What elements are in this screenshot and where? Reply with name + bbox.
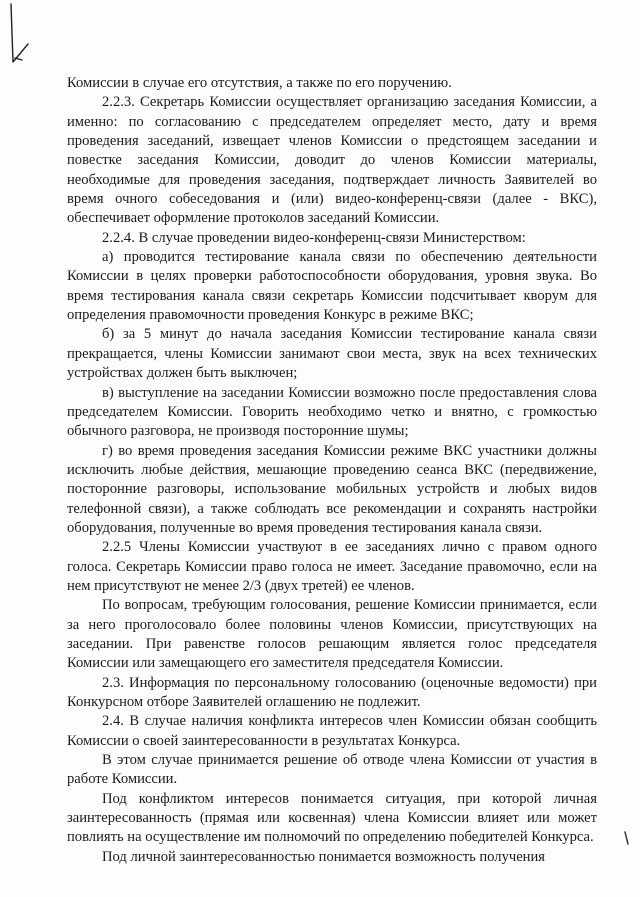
paragraph-2-2-4-v: в) выступление на заседании Комиссии возможно после предоставления слова председателем Комиссии. Говорить необходимо четко и внятно, с громкостью обычного разговора, не производя посторонние шумы; — [67, 384, 597, 440]
document-body — [67, 74, 597, 867]
paragraph-voting: По вопросам, требующим голосования, решение Комиссии принимается, если за него проголосовало более половины членов Комиссии, присутствующих на заседании. При равенстве голосов решающим является голос председателя Комиссии или замещающего его заместителя председателя Комиссии. — [67, 597, 597, 672]
paragraph-2-2-4-b: б) за 5 минут до начала заседания Комиссии тестирование канала связи прекращается, члены Комиссии занимают свои места, звук на всех технических устройствах должен быть выключен; — [67, 326, 597, 382]
paragraph-2-2-3: 2.2.3. Секретарь Комиссии осуществляет организацию заседания Комиссии, а именно: по согласованию с председателем определяет место, дату и время проведения заседаний, извещает членов Комиссии о предстоящем заседании и повестке заседания Комиссии, доводит до членов Комиссии материалы, необходимые для проведения заседания, подтверждает личность Заявителей во время очного собеседования и (или) видео-конференц-связи (далее - ВКС), обеспечивает оформление протоколов заседаний Комиссии. — [67, 94, 597, 227]
edge-mark-icon — [622, 830, 632, 850]
paragraph-continuation: Комиссии в случае его отсутствия, а также по его поручению. — [67, 75, 452, 91]
paragraph-2-2-5: 2.2.5 Члены Комиссии участвуют в ее заседаниях лично с правом одного голоса. Секретарь Комиссии право голоса не имеет. Заседание правомочно, если на нем присутствуют не менее 2/3 (двух третей) ее членов. — [67, 539, 597, 594]
paragraph-interest-definition: Под личной заинтересованностью понимается возможность получения — [102, 848, 546, 865]
pen-mark-icon — [0, 0, 40, 80]
paragraph-2-3: 2.3. Информация по персональному голосованию (оценочные ведомости) при Конкурсном отборе Заявителей оглашению не подлежит. — [67, 674, 597, 710]
paragraph-recusal: В этом случае принимается решение об отводе члена Комиссии от участия в работе Комиссии. — [67, 752, 597, 788]
paragraph-2-2-4-a: а) проводится тестирование канала связи по обеспечению деятельности Комиссии в целях проверки работоспособности оборудования, уровня звука. Во время тестирования канала связи секретарь Комиссии подсчитывает кворум для определения правомочности проведения Конкурс в режиме ВКС; — [67, 249, 597, 324]
paragraph-conflict-definition: Под конфликтом интересов понимается ситуация, при которой личная заинтересованность (прямая или косвенная) члена Комиссии влияет или может повлиять на осуществление им полномочий по определению победителей Конкурса. — [67, 790, 597, 846]
paragraph-2-2-4-g: г) во время проведения заседания Комиссии режиме ВКС участники должны исключить любые действия, мешающие проведению сеанса ВКС (передвижение, посторонние разговоры, использование мобильных устройств и любых видов телефонной связи), а также соблюдать все рекомендации и сохранять настройки оборудования, полученные во время проведения тестирования канала связи. — [67, 442, 597, 536]
paragraph-2-4: 2.4. В случае наличия конфликта интересов член Комиссии обязан сообщить Комиссии о своей заинтересованности в результатах Конкурса. — [67, 713, 597, 749]
paragraph-2-2-4: 2.2.4. В случае проведении видео-конференц-связи Министерством: — [102, 229, 526, 246]
